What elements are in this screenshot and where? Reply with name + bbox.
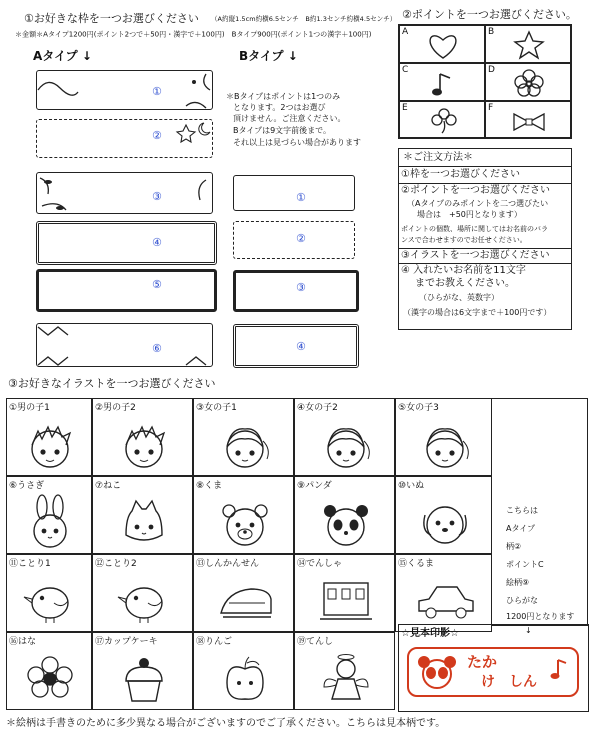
illustration-label: ⑱りんご xyxy=(196,637,233,647)
point-cell-e[interactable]: E xyxy=(399,101,485,138)
price-note: ＊金額＊Aタイプ1200円(ポイント2つで＋50円・漢字で＋100円) Bタイプ900円(ポイント1つの漢字＋100円) xyxy=(15,30,372,39)
type-b-heading: Bタイプ ↓ xyxy=(239,49,298,63)
footer-note: ＊絵柄は手書きのために多少異なる場合がございますのでご了承ください。こちらは見本柄です。 xyxy=(6,718,446,729)
illustration-cell[interactable] xyxy=(92,554,193,632)
point-cell-b[interactable]: B xyxy=(485,25,571,63)
illustration-label: ⑫ことり2 xyxy=(95,559,137,569)
panda-icon xyxy=(316,495,376,549)
b-frame-4-number: ④ xyxy=(296,340,306,353)
illustration-cell[interactable] xyxy=(6,554,92,632)
illustration-label: ②男の子2 xyxy=(95,403,136,413)
b-note-line: それ以上は見づらい場合があります xyxy=(233,138,361,147)
sample-title: ☆見本印影☆ xyxy=(401,628,459,639)
order-step-2: ②ポイントを一つお選びください xyxy=(401,185,550,196)
sample-box xyxy=(398,624,589,712)
point-cell-c[interactable]: C xyxy=(399,63,485,101)
ribbon-icon xyxy=(512,112,546,132)
illustration-cell[interactable] xyxy=(294,554,395,632)
sample-name-bottom: け しん xyxy=(481,674,537,690)
bird-icon xyxy=(114,573,174,627)
illustration-cell[interactable] xyxy=(294,476,395,554)
a-frame-2-number: ② xyxy=(152,129,162,142)
heart-icon xyxy=(426,32,460,60)
order-method-box xyxy=(398,148,572,330)
illustration-cell[interactable] xyxy=(193,476,294,554)
illustration-cell[interactable] xyxy=(92,632,193,710)
music-note-icon xyxy=(430,70,456,98)
b-frame-1[interactable] xyxy=(233,175,355,211)
illustration-label: ⑧くま xyxy=(196,481,223,491)
b-frame-2[interactable] xyxy=(233,221,355,259)
a-frame-6-zigzag-decoration xyxy=(36,323,216,369)
example-line: Aタイプ xyxy=(506,524,536,533)
order-step-2-note: ポイントの個数、場所に関してはお名前のバラ xyxy=(401,225,548,233)
order-step-3: ③イラストを一つお選びください xyxy=(401,250,550,261)
angel-icon xyxy=(316,651,376,705)
illustration-cell[interactable] xyxy=(92,476,193,554)
a-frame-5[interactable] xyxy=(36,269,217,312)
illustration-cell[interactable] xyxy=(6,398,92,476)
music-note-icon xyxy=(549,657,569,683)
panda-icon xyxy=(415,655,459,691)
order-step-4: までお教えください。 xyxy=(415,278,515,289)
size-note: （A約縦1.5cm約横6.5センチ B約1.3センチ約横4.5センチ） xyxy=(211,15,397,23)
boy-icon xyxy=(114,417,174,471)
illustration-cell[interactable] xyxy=(193,554,294,632)
illustration-label: ⑮くるま xyxy=(398,559,435,569)
example-arrow: ↓ xyxy=(525,626,532,635)
rabbit-icon xyxy=(20,495,80,549)
illustration-label: ①男の子1 xyxy=(9,403,50,413)
illustration-cell[interactable] xyxy=(294,632,395,710)
a-frame-2-star-moon-decoration xyxy=(36,119,216,161)
dog-icon xyxy=(415,495,475,549)
point-cell-d[interactable]: D xyxy=(485,63,571,101)
order-step-4: ④ 入れたいお名前を11文字 xyxy=(401,265,526,276)
illustration-cell[interactable] xyxy=(6,632,92,710)
illustration-label: ⑩いぬ xyxy=(398,481,425,491)
order-step-4-note: （ひらがな、英数字） xyxy=(419,293,499,302)
illustration-label: ⑦ねこ xyxy=(95,481,122,491)
a-frame-3-number: ③ xyxy=(152,190,162,203)
illustration-cell[interactable] xyxy=(294,398,395,476)
a-frame-5-number: ⑤ xyxy=(152,278,162,291)
example-line: 1200円となります xyxy=(506,612,575,621)
b-note-line: となります。2つはお選び xyxy=(233,103,326,112)
apple-icon xyxy=(215,651,275,705)
b-note-line: Bタイプは9文字前後まで。 xyxy=(233,126,332,135)
section1-title: ①お好きな枠を一つお選びください xyxy=(24,12,199,25)
star-icon xyxy=(514,31,544,59)
a-frame-3-leaf-decoration xyxy=(36,172,216,216)
illustration-label: ⑤女の子3 xyxy=(398,403,439,413)
illustration-label: ④女の子2 xyxy=(297,403,338,413)
clover-icon xyxy=(430,107,458,135)
illustration-label: ⑭でんしゃ xyxy=(297,559,343,569)
illustration-cell[interactable] xyxy=(193,398,294,476)
example-line: ポイントC xyxy=(506,560,544,569)
order-step-2-note: （Aタイプのみポイントを二つ選びたい xyxy=(407,199,549,208)
type-a-heading: Aタイプ ↓ xyxy=(33,49,92,63)
order-step-1: ①枠を一つお選びください xyxy=(401,169,520,180)
boy-icon xyxy=(20,417,80,471)
bear-icon xyxy=(215,495,275,549)
illustration-label: ⑥うさぎ xyxy=(9,481,45,491)
order-step-4-note: （漢字の場合は6文字まで＋100円です） xyxy=(403,308,552,317)
illustration-label: ⑯はな xyxy=(9,637,37,647)
example-line: こちらは xyxy=(506,506,538,515)
illustration-cell[interactable] xyxy=(395,398,492,476)
point-cell-a[interactable]: A xyxy=(399,25,485,63)
section2-title: ②ポイントを一つお選びください。 xyxy=(402,8,577,21)
example-line: 柄② xyxy=(506,542,522,551)
example-box xyxy=(492,398,588,626)
a-frame-1-number: ① xyxy=(152,85,162,98)
cupcake-icon xyxy=(114,651,174,705)
section3-title: ③お好きなイラストを一つお選びください xyxy=(8,377,216,390)
train-icon xyxy=(316,573,376,627)
point-cell-f[interactable]: F xyxy=(485,101,571,138)
illustration-label: ⑰カップケーキ xyxy=(95,637,158,647)
illustration-cell[interactable] xyxy=(395,554,492,632)
bullet-train-icon xyxy=(215,573,275,627)
order-step-2-note: 場合は +50円となります） xyxy=(417,210,522,219)
illustration-cell[interactable] xyxy=(193,632,294,710)
b-note-line: ＊Bタイプはポイントは1つのみ xyxy=(226,92,341,101)
illustration-label: ⑨パンダ xyxy=(297,481,332,491)
b-frame-3-number: ③ xyxy=(296,281,306,294)
illustration-label: ⑲てんし xyxy=(297,637,334,647)
illustration-cell[interactable] xyxy=(395,476,492,554)
example-line: 絵柄⑨ xyxy=(506,578,530,587)
flower-icon xyxy=(20,651,80,705)
flower-icon xyxy=(514,69,544,97)
car-icon xyxy=(415,573,475,627)
illustration-label: ⑬しんかんせん xyxy=(196,559,260,569)
a-frame-1-vine-decoration xyxy=(36,70,216,112)
b-note-line: 頂けません。ご注意ください。 xyxy=(233,114,346,123)
girl-icon xyxy=(316,417,376,471)
a-frame-6-number: ⑥ xyxy=(152,342,162,355)
order-step-2-note: ンスで合わせますのでお任せください。 xyxy=(401,236,527,244)
a-frame-4[interactable] xyxy=(36,221,217,265)
a-frame-4-number: ④ xyxy=(152,236,162,249)
illustration-label: ③女の子1 xyxy=(196,403,237,413)
b-frame-1-number: ① xyxy=(296,191,306,204)
illustration-label: ⑪ことり1 xyxy=(9,559,51,569)
point-grid xyxy=(398,24,572,139)
example-line: ひらがな xyxy=(506,596,538,605)
illustration-cell[interactable] xyxy=(6,476,92,554)
b-frame-2-number: ② xyxy=(296,232,306,245)
illustration-cell[interactable] xyxy=(92,398,193,476)
girl-icon xyxy=(215,417,275,471)
girl-icon xyxy=(415,417,475,471)
bird-icon xyxy=(20,573,80,627)
cat-icon xyxy=(114,495,174,549)
order-title: ＊ご注文方法＊ xyxy=(403,152,473,163)
sample-name-top: たか xyxy=(467,653,498,671)
